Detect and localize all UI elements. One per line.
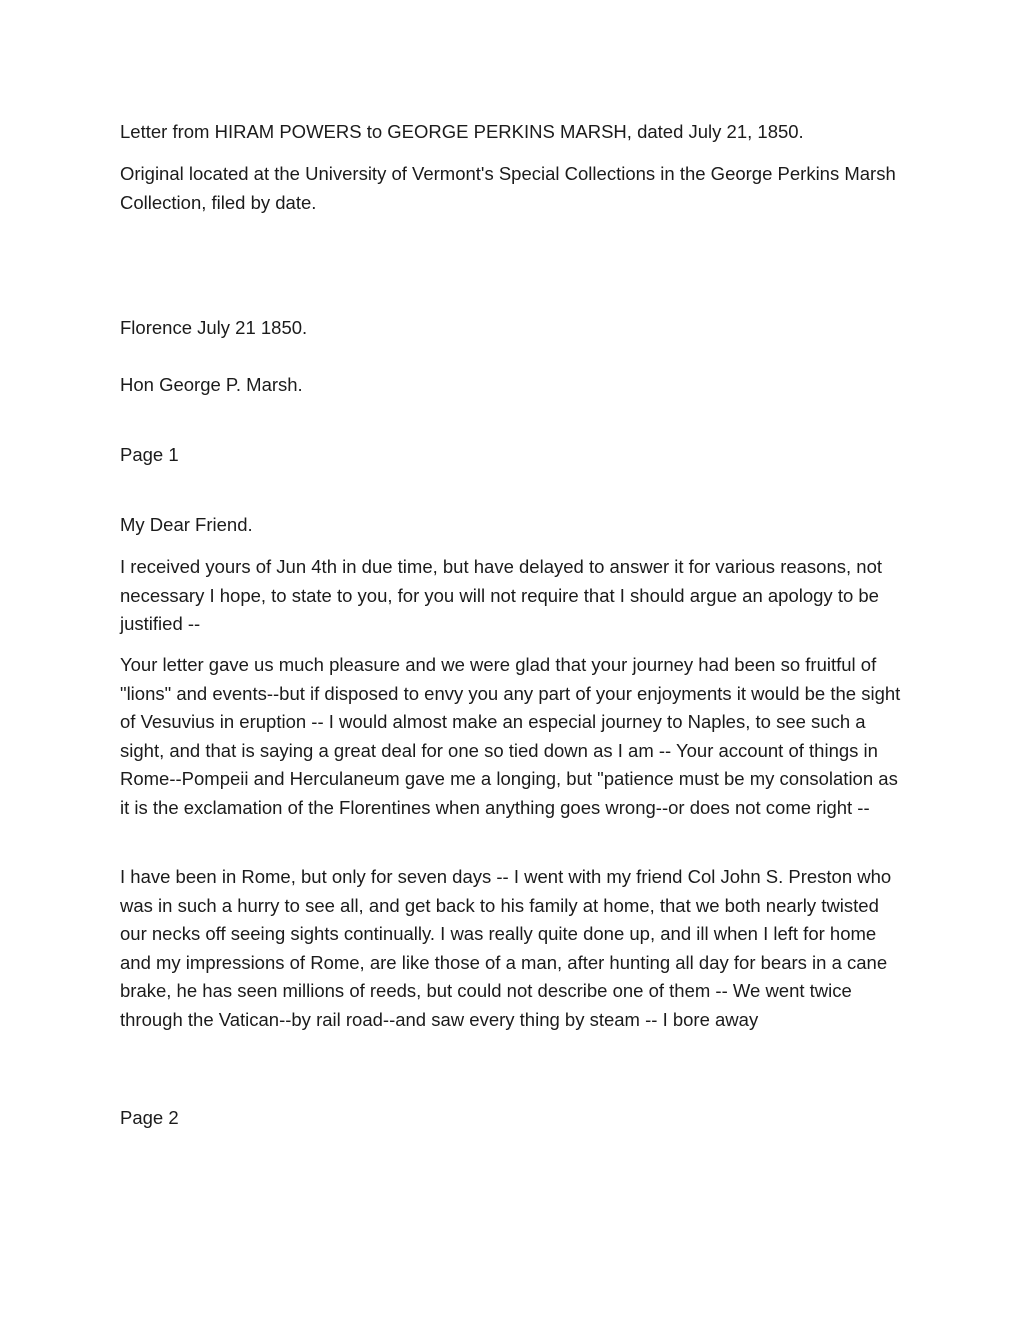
document-title: Letter from HIRAM POWERS to GEORGE PERKINS MARSH, dated July 21, 1850. (120, 121, 804, 142)
letter-paragraph: I have been in Rome, but only for seven days -- I went with my friend Col John S. Preston who was in such a hurry to see all, and get back to his family at home, that we both nearly twisted our necks off seeing sights continually. I was really quite done up, and ill when I left for home and my impressions of Rome, are like those of a man, after hunting all day for bears in a cane brake, he has seen millions of reeds, but could not describe one of them -- We went twice through the Vatican--by rail road--and saw every thing by steam -- I bore away (120, 866, 892, 1030)
letter-paragraph: I received yours of Jun 4th in due time, but have delayed to answer it for various reasons, not necessary I hope, to state to you, for you will not require that I should argue an apology to be justified -- (120, 556, 883, 634)
page-label: Page 2 (120, 1107, 179, 1128)
source-note: Original located at the University of Vermont's Special Collections in the George Perkins Marsh Collection, filed by date. (120, 163, 896, 213)
letter-salutation: My Dear Friend. (120, 514, 253, 535)
letter-dateline: Florence July 21 1850. (120, 317, 308, 338)
page-label: Page 1 (120, 444, 179, 465)
letter-paragraph: Your letter gave us much pleasure and we were glad that your journey had been so fruitful of "lions" and events--but if disposed to envy you any part of your enjoyments it would be the sight of Vesuvius in eruption -- I would almost make an especial journey to Naples, to see such a sight, and that is saying a great deal for one so tied down as I am -- Your account of things in Rome--Pompeii and Herculaneum gave me a longing, but "patience must be my consolation as it is the exclamation of the Florentines when anything goes wrong--or does not come right -- (120, 654, 901, 818)
letter-addressee: Hon George P. Marsh. (120, 374, 303, 395)
